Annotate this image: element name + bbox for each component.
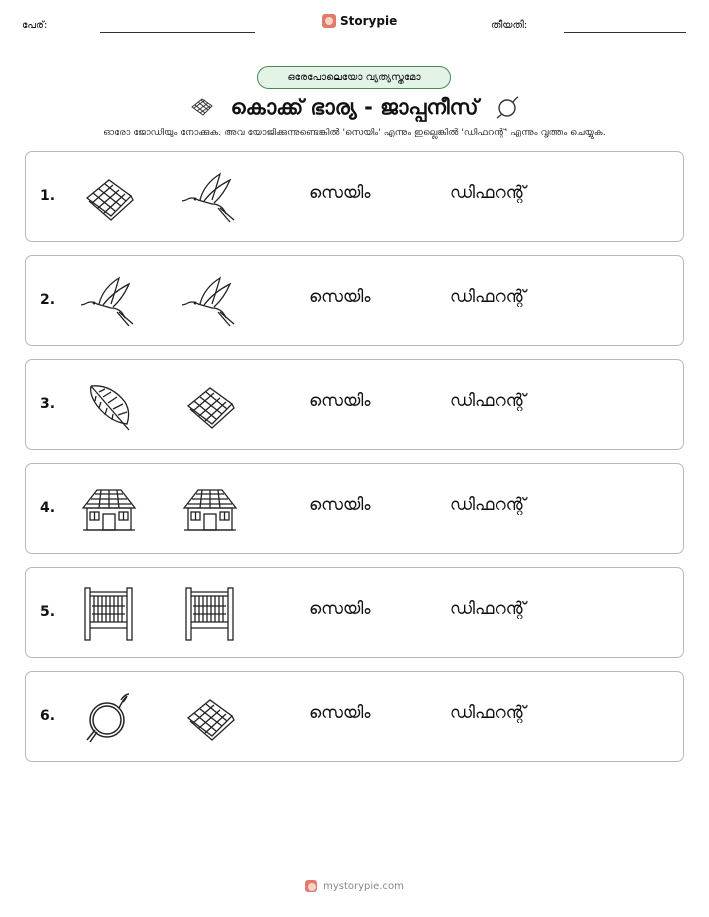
name-line — [100, 32, 255, 33]
page-footer — [0, 880, 709, 892]
rope-icon — [494, 94, 520, 120]
question-number: 3. — [40, 396, 56, 412]
same-option[interactable]: സെയിം — [309, 391, 371, 411]
different-option[interactable]: ഡിഫറന്റ് — [450, 183, 526, 203]
same-option[interactable]: സെയിം — [309, 703, 371, 723]
different-option[interactable]: ഡിഫറന്റ് — [450, 703, 526, 723]
different-option[interactable]: ഡിഫറന്റ് — [450, 495, 526, 515]
loom-icon — [182, 586, 238, 642]
date-line — [564, 32, 686, 33]
crane-icon — [182, 170, 238, 226]
question-row — [25, 463, 684, 554]
crane-icon — [81, 274, 137, 330]
brand-logo — [322, 14, 397, 28]
question-number: 5. — [40, 604, 56, 620]
same-option[interactable]: സെയിം — [309, 183, 371, 203]
question-number: 6. — [40, 708, 56, 724]
worksheet-badge: ഒരേപോലെയോ വ്യത്യസ്തമോ — [257, 66, 451, 89]
different-option[interactable]: ഡിഫറന്റ് — [450, 599, 526, 619]
title-row — [0, 91, 709, 123]
rope-icon — [81, 690, 137, 746]
quilt-icon — [189, 96, 215, 118]
question-row — [25, 567, 684, 658]
same-option[interactable]: സെയിം — [309, 599, 371, 619]
brand-name: Storypie — [340, 14, 398, 28]
same-option[interactable]: സെയിം — [309, 495, 371, 515]
storypie-logo-icon — [305, 880, 317, 892]
worksheet-title: കൊക്ക് ഭാര്യ - ജാപ്പനീസ് — [230, 94, 479, 119]
different-option[interactable]: ഡിഫറന്റ് — [450, 391, 526, 411]
question-number: 1. — [40, 188, 56, 204]
hut-icon — [182, 482, 238, 538]
same-option[interactable]: സെയിം — [309, 287, 371, 307]
question-row — [25, 359, 684, 450]
name-label: പേര്: — [22, 20, 48, 31]
quilt-icon — [182, 378, 238, 434]
question-number: 2. — [40, 292, 56, 308]
question-row — [25, 151, 684, 242]
crane-icon — [182, 274, 238, 330]
different-option[interactable]: ഡിഫറന്റ് — [450, 287, 526, 307]
question-number: 4. — [40, 500, 56, 516]
feather-icon — [81, 378, 137, 434]
question-row — [25, 671, 684, 762]
storypie-logo-icon — [322, 14, 336, 28]
hut-icon — [81, 482, 137, 538]
date-label: തീയതി: — [491, 20, 528, 31]
question-row — [25, 255, 684, 346]
quilt-icon — [81, 170, 137, 226]
instructions: ഓരോ ജോഡിയും നോക്കുക. അവ യോജിക്കുന്നുണ്ടെങ്കിൽ 'സെയിം' എന്നും ഇല്ലെങ്കിൽ 'ഡിഫറന്റ്' എന്നും വൃത്തം ചെയ്യുക. — [103, 127, 606, 138]
quilt-icon — [182, 690, 238, 746]
loom-icon — [81, 586, 137, 642]
footer-site: mystorypie.com — [323, 880, 404, 892]
page-header — [0, 10, 709, 40]
